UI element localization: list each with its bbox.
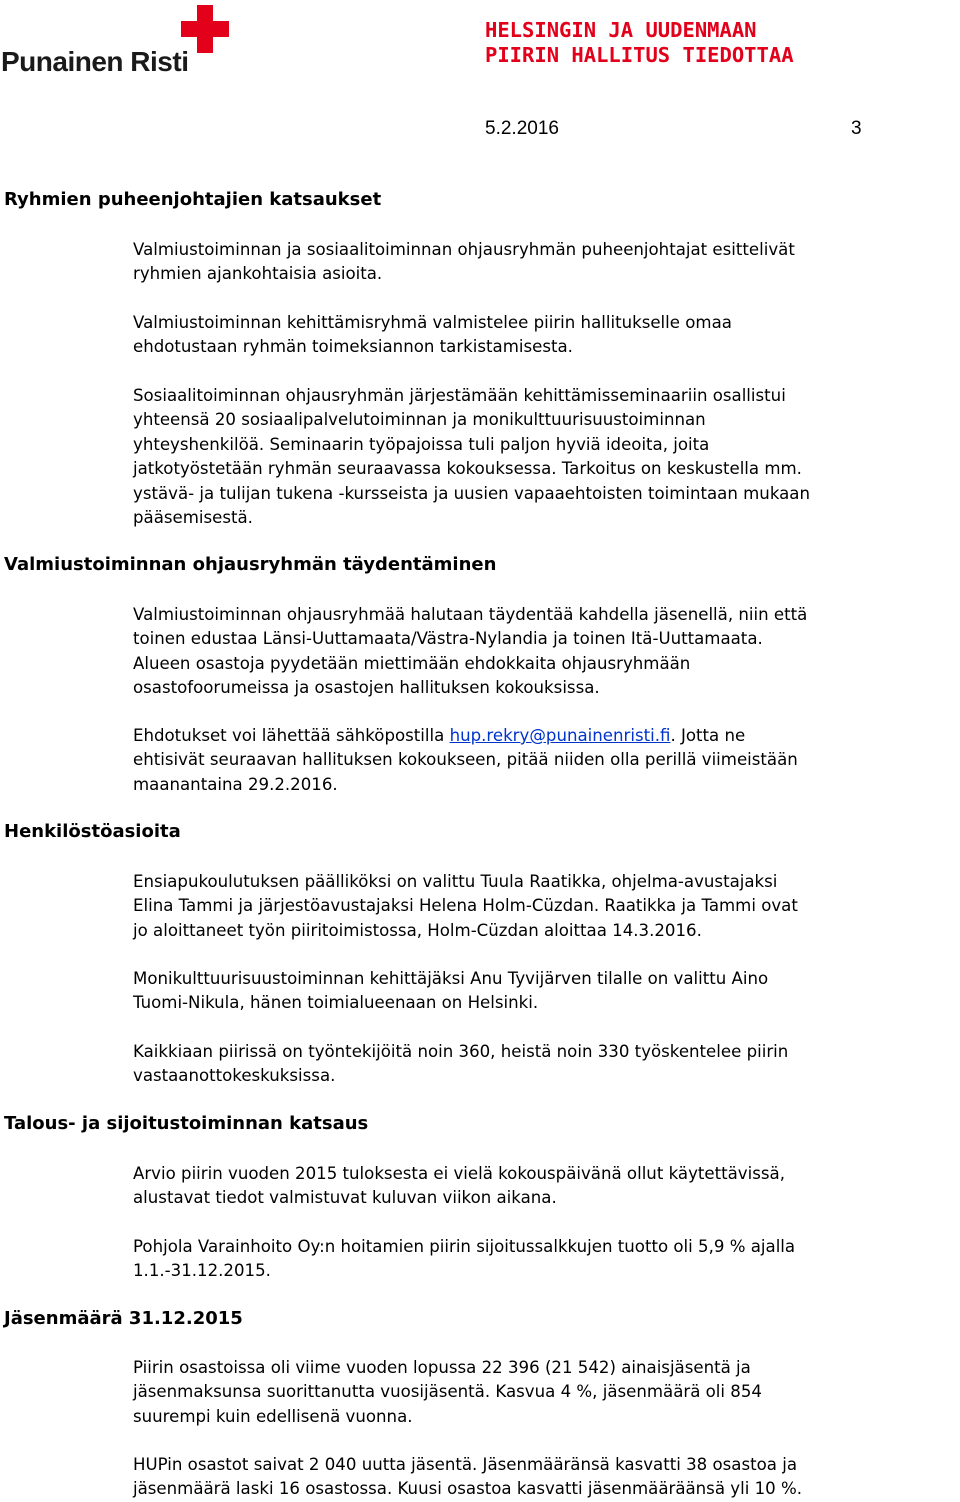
text-line <box>133 724 958 748</box>
paragraph <box>133 238 958 287</box>
text-line: toinen edustaa Länsi-Uuttamaata/Västra-Nylandia ja toinen Itä-Uuttamaata. <box>133 629 763 649</box>
text-line: jäsenmaksunsa suorittanutta vuosijäsentä. Kasvua 4 %, jäsenmäärä oli 854 <box>133 1382 762 1402</box>
text-line: Valmiustoiminnan kehittämisryhmä valmistelee piirin hallitukselle omaa <box>133 313 732 332</box>
text-line: Elina Tammi ja järjestöavustajaksi Helena Holm-Cüzdan. Raatikka ja Tammi ovat <box>133 896 798 916</box>
section-heading: Jäsenmäärä 31.12.2015 <box>4 1308 243 1329</box>
paragraph <box>133 384 958 530</box>
header-title-line: HELSINGIN JA UUDENMAAN <box>485 18 757 42</box>
section-heading: Henkilöstöasioita <box>4 821 181 842</box>
section-heading: Talous- ja sijoitustoiminnan katsaus <box>4 1113 369 1134</box>
logo-text: Punainen Risti <box>1 46 189 77</box>
text-line: Sosiaalitoiminnan ohjausryhmän järjestämään kehittämisseminaariin osallistui <box>133 386 786 405</box>
text-line: vastaanottokeskuksissa. <box>133 1066 336 1086</box>
paragraph <box>133 724 958 797</box>
page-number: 3 <box>851 118 862 139</box>
paragraph <box>133 967 958 1016</box>
paragraph <box>133 1162 958 1211</box>
text-line: suurempi kuin edellisenä vuonna. <box>133 1406 413 1426</box>
text-line: Valmiustoiminnan ja sosiaalitoiminnan ohjausryhmän puheenjohtajat esittelivät <box>133 240 795 259</box>
paragraph <box>133 1040 958 1089</box>
text-line: Valmiustoiminnan ohjausryhmää halutaan täydentää kahdella jäsenellä, niin että <box>133 605 808 624</box>
text-line: jo aloittaneet työn piiritoimistossa, Holm-Cüzdan aloittaa 14.3.2016. <box>133 920 702 940</box>
logo <box>0 0 240 84</box>
text-line: ehtisivät seuraavan hallituksen kokoukseen, pitää niiden olla perillä viimeistään <box>133 750 798 770</box>
text-line: yhteyshenkilöä. Seminaarin työpajoissa tuli paljon hyviä ideoita, joita <box>133 434 710 454</box>
text-line: Kaikkiaan piirissä on työntekijöitä noin 360, heistä noin 330 työskentelee piirin <box>133 1042 789 1061</box>
text-line: maanantaina 29.2.2016. <box>133 774 338 794</box>
text-line: HUPin osastot saivat 2 040 uutta jäsentä. Jäsenmääränsä kasvatti 38 osastoa ja <box>133 1455 797 1474</box>
paragraph <box>133 311 958 360</box>
header-title-line: PIIRIN HALLITUS TIEDOTTAA <box>485 43 794 67</box>
text-line: ryhmien ajankohtaisia asioita. <box>133 264 383 284</box>
paragraph <box>133 603 958 701</box>
text-line: Piirin osastoissa oli viime vuoden lopussa 22 396 (21 542) ainaisjäsentä ja <box>133 1358 751 1377</box>
text-line: 1.1.-31.12.2015. <box>133 1261 271 1281</box>
text-line: Tuomi-Nikula, hänen toimialueenaan on Helsinki. <box>133 993 539 1013</box>
text-line: Pohjola Varainhoito Oy:n hoitamien piirin sijoitussalkkujen tuotto oli 5,9 % ajalla <box>133 1237 796 1256</box>
email-link[interactable]: hup.rekry@punainenristi.fi <box>449 726 671 745</box>
text-line: jäsenmäärä laski 16 osastossa. Kuusi osastoa kasvatti jäsenmääräänsä yli 10 %. <box>133 1479 803 1499</box>
document-date: 5.2.2016 <box>485 118 559 139</box>
section-heading: Ryhmien puheenjohtajien katsaukset <box>4 189 382 210</box>
paragraph <box>133 1453 958 1502</box>
paragraph <box>133 1356 958 1429</box>
text-line: osastofoorumeissa ja osastojen hallituksen kokouksissa. <box>133 678 600 698</box>
text-line: yhteensä 20 sosiaalipalvelutoiminnan ja monikulttuurisuustoiminnan <box>133 410 706 430</box>
text-line: Ensiapukoulutuksen päälliköksi on valittu Tuula Raatikka, ohjelma-avustajaksi <box>133 872 778 891</box>
text-segment: Ehdotukset voi lähettää sähköpostilla <box>133 726 450 745</box>
text-line: ehdotustaan ryhmän toimeksiannon tarkistamisesta. <box>133 337 573 357</box>
text-line: alustavat tiedot valmistuvat kuluvan viikon aikana. <box>133 1188 557 1208</box>
text-line: jatkotyöstetään ryhmän seuraavassa kokouksessa. Tarkoitus on keskustella mm. <box>133 459 802 479</box>
text-line: Arvio piirin vuoden 2015 tuloksesta ei vielä kokouspäivänä ollut käytettävissä, <box>133 1164 785 1183</box>
header-title <box>485 18 955 68</box>
text-line: Alueen osastoja pyydetään miettimään ehdokkaita ohjausryhmään <box>133 653 691 673</box>
paragraph <box>133 1235 958 1284</box>
text-line: ystävä- ja tulijan tukena -kursseista ja uusien vapaaehtoisten toimintaan mukaan <box>133 483 810 503</box>
text-segment: . Jotta ne <box>670 726 746 745</box>
text-line: Monikulttuurisuustoiminnan kehittäjäksi Anu Tyvijärven tilalle on valittu Aino <box>133 969 769 988</box>
paragraph <box>133 870 958 943</box>
section-heading: Valmiustoiminnan ohjausryhmän täydentäminen <box>4 554 497 575</box>
text-line: pääsemisestä. <box>133 508 253 528</box>
